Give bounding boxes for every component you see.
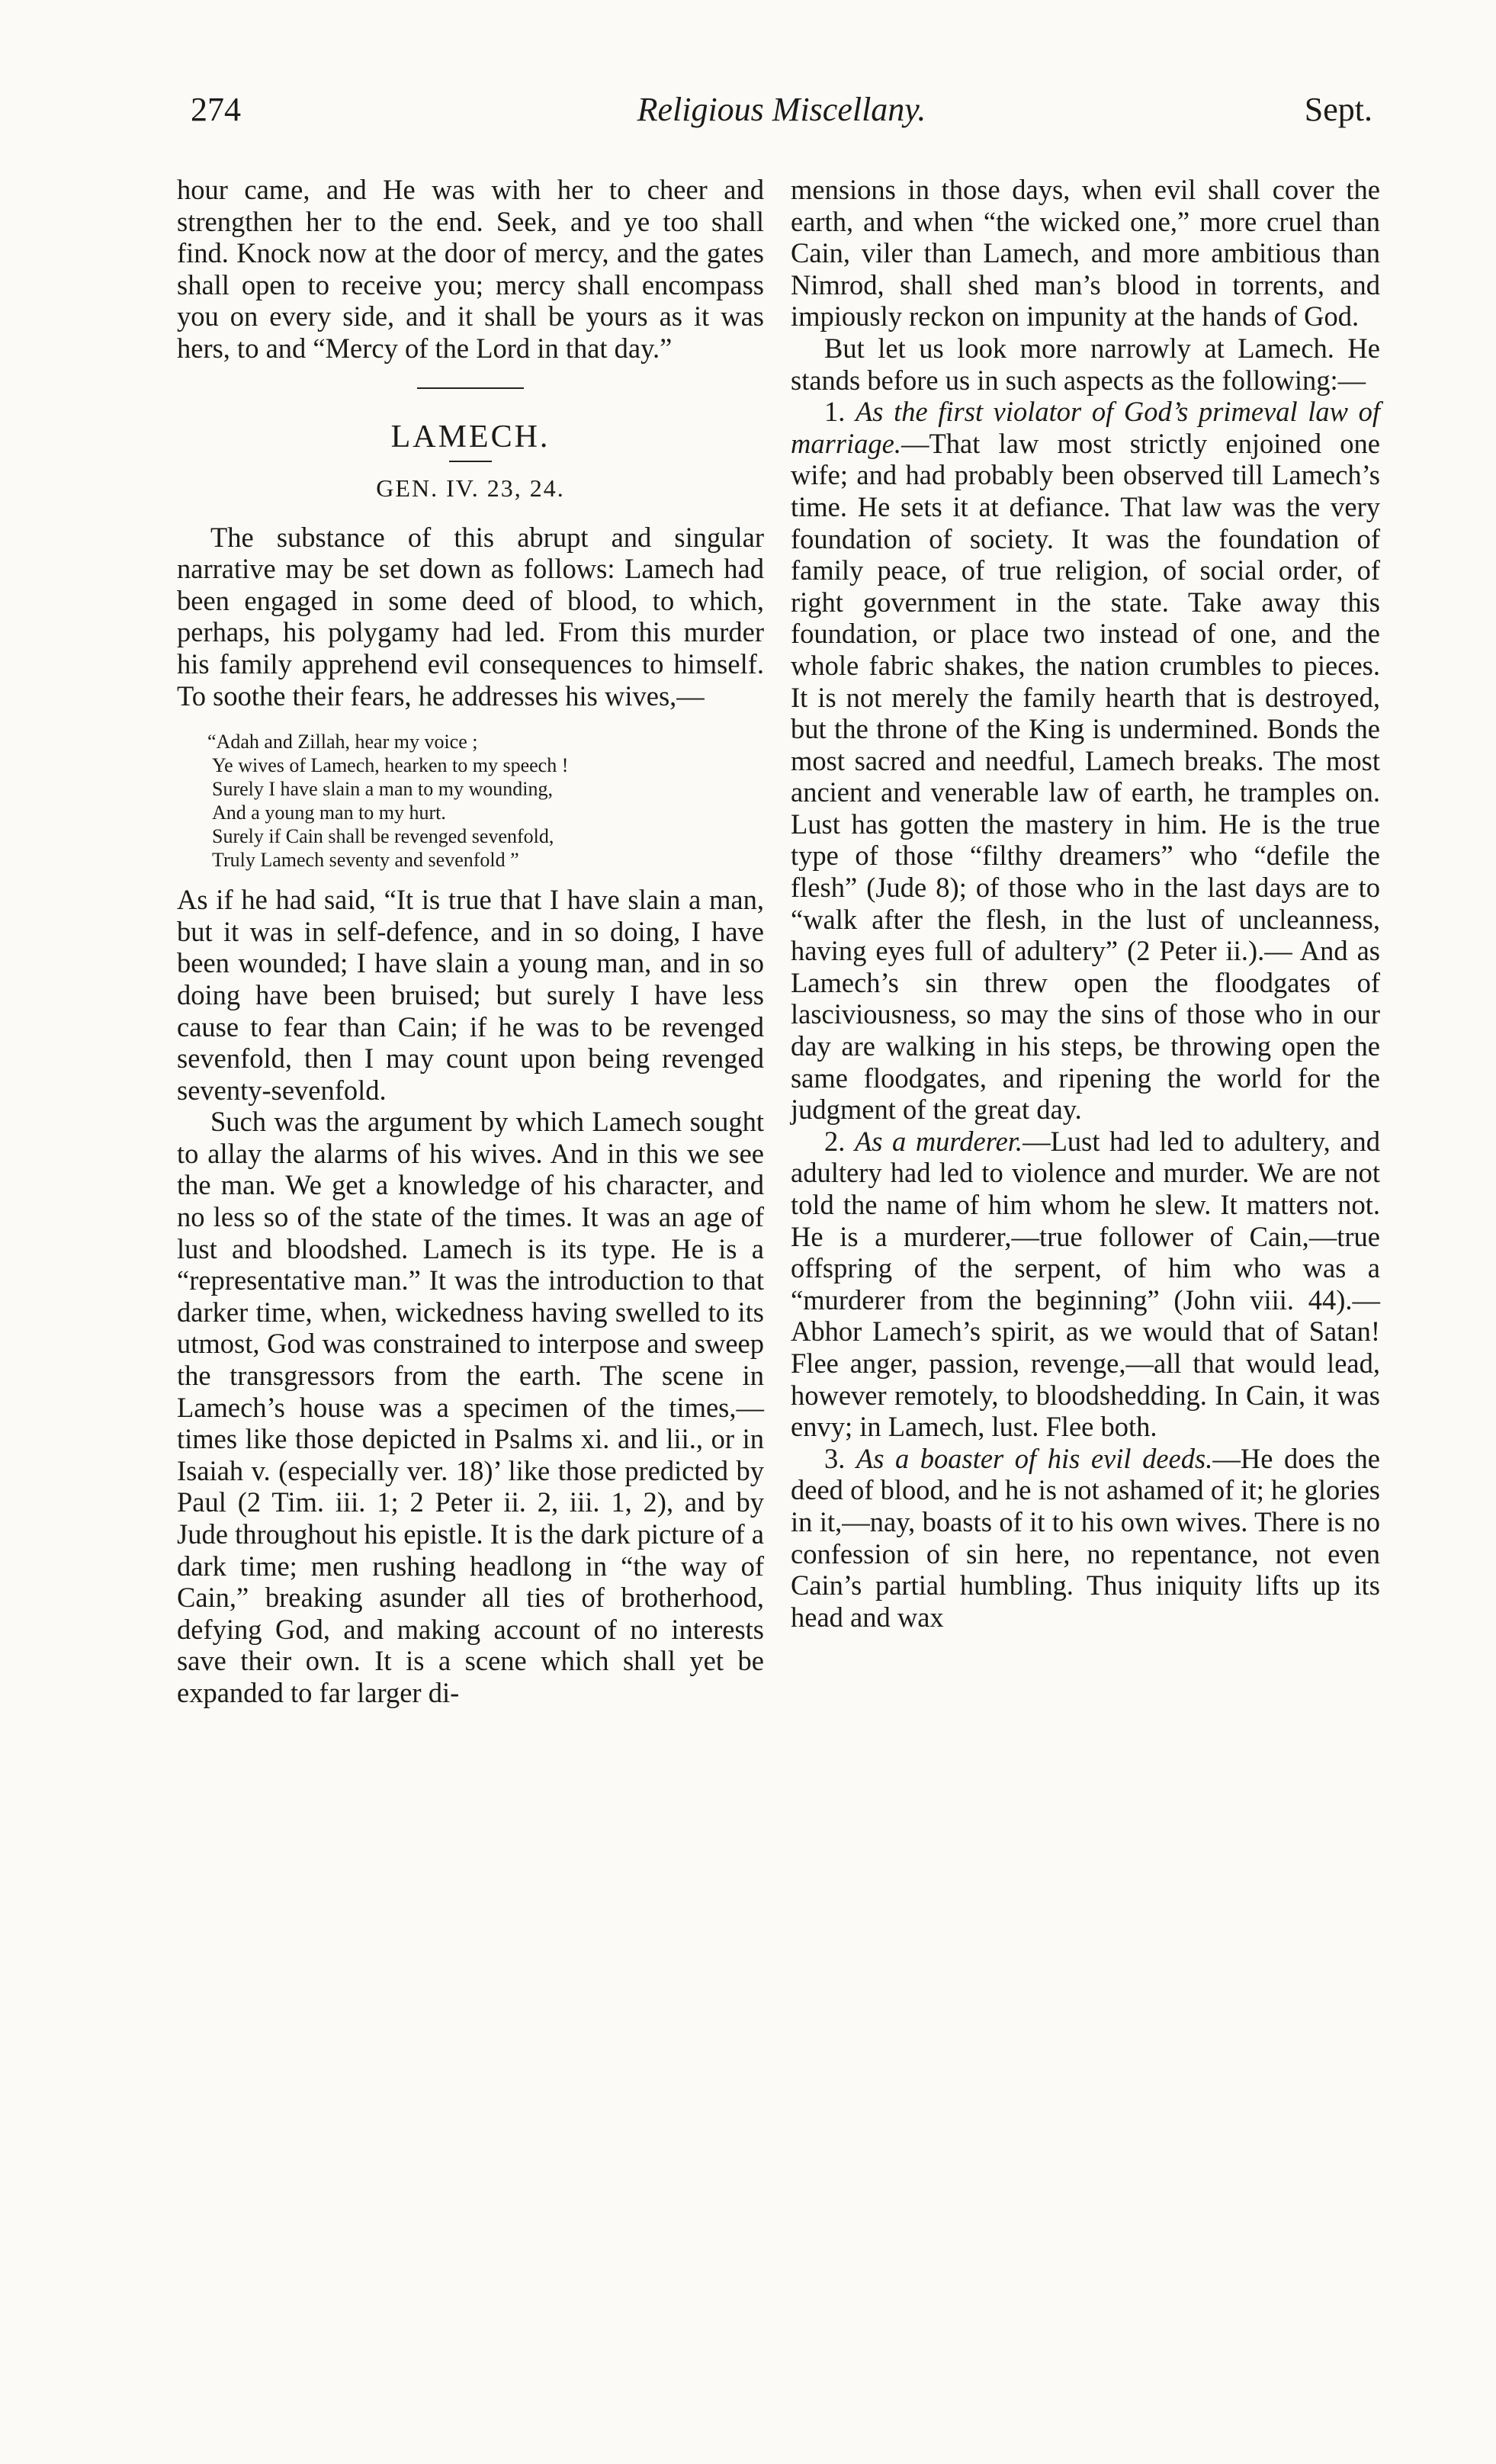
running-month: Sept. xyxy=(1304,91,1372,128)
running-header xyxy=(191,90,1372,143)
verse-line: Surely if Cain shall be revenged sevenfold, xyxy=(212,825,554,848)
article-heading: LAMECH. xyxy=(390,419,551,455)
section-divider xyxy=(417,387,524,389)
paragraph: mensions in those days, when evil shall cover the earth, and when “the wicked one,” more cruel than Cain, viler than Lamech, and more ambitious than Nimrod, shall shed man’s blood in torrents, and impiously reckon on impunity at the hands of God. xyxy=(791,174,1380,332)
section-number: 3. xyxy=(824,1442,846,1474)
paragraph: Such was the argument by which Lamech sought to allay the alarms of his wives. And in this we see the man. We get a knowledge of his character, and no less so of the state of the times. It was an age of lust and bloodshed. Lamech is its type. He is a “representative man.” It was the introduction to that darker time, when, wickedness having swelled to its utmost, God was constrained to interpose and sweep the transgressors from the earth. The scene in Lamech’s house was a specimen of the times,—times like those depicted in Psalms xi. and lii., or in Isaiah v. (especially ver. 18)’ like those predicted by Paul (2 Tim. iii. 1; 2 Peter ii. 2, iii. 1, 2), and by Jude throughout his epistle. It is the dark picture of a dark time; men rushing headlong in “the way of Cain,” breaking asunder all ties of brotherhood, defying God, and making account of no interests save their own. It is a scene which shall yet be expanded to far larger di- xyxy=(177,1106,764,1708)
section-body: —He does the deed of blood, and he is not ashamed of it; he glories in it,—nay, boasts of it to his own wives. There is no confession of sin here, no repentance, not even Cain’s partial humbling. Thus iniquity lifts up its head and wax xyxy=(791,1442,1380,1633)
verse-line: Truly Lamech seventy and sevenfold ” xyxy=(212,849,519,872)
section-number: 1. xyxy=(824,396,846,428)
section-title: As the first violator of God’s primeval law of marriage. xyxy=(791,396,1380,459)
heading-divider xyxy=(449,461,492,462)
numbered-section xyxy=(791,1126,1380,1443)
verse-line: Surely I have slain a man to my wounding, xyxy=(212,778,553,801)
running-title: Religious Miscellany. xyxy=(637,91,926,128)
numbered-section xyxy=(791,1443,1380,1634)
section-number: 2. xyxy=(824,1125,846,1157)
section-title: As a boaster of his evil deeds. xyxy=(856,1442,1213,1474)
paragraph: As if he had said, “It is true that I have slain a man, but it was in self-defence, and in so doing, I have been wounded; I have slain a young man, and in so doing have been bruised; but surely I have less cause to fear than Cain; if he was to be revenged sevenfold, then I may count upon being revenged seventy-sevenfold. xyxy=(177,884,764,1106)
scripture-reference: GEN. IV. 23, 24. xyxy=(376,474,565,502)
numbered-section xyxy=(791,396,1380,1126)
intro-paragraph: hour came, and He was with her to cheer and strengthen her to the end. Seek, and ye too shall find. Knock now at the door of mercy, and the gates shall open to receive you; mercy shall encompass you on every side, and it shall be yours as it was hers, to and “Mercy of the Lord in that day.” xyxy=(177,174,764,364)
right-column xyxy=(791,174,1380,1633)
section-title: As a murderer. xyxy=(854,1125,1023,1157)
left-column xyxy=(177,174,764,1709)
paragraph: The substance of this abrupt and singular narrative may be set down as follows: Lamech had been engaged in some deed of blood, to which, perhaps, his polygamy had led. From this murder his family apprehend evil consequences to himself. To soothe their fears, he addresses his wives,— xyxy=(177,521,764,712)
section-body: —Lust had led to adultery, and adultery had led to violence and murder. We are not told the name of him whom he slew. It matters not. He is a murderer,—true follower of Cain,—true offspring of the serpent, of him who was a “murderer from the beginning” (John viii. 44).— Abhor Lamech’s spirit, as we would that of Satan! Flee anger, passion, revenge,—all that would lead, however remotely, to bloodshedding. In Cain, it was envy; in Lamech, lust. Flee both. xyxy=(791,1125,1380,1443)
paragraph: But let us look more narrowly at Lamech. He stands before us in such aspects as the following:— xyxy=(791,332,1380,396)
quoted-verse xyxy=(177,730,764,872)
section-body: —That law most strictly enjoined one wife; and had probably been observed till Lamech’s time. He sets it at defiance. That law was the very foundation of society. It was the foundation of family peace, of true religion, of social order, of right government in the state. Take away this foundation, or place two instead of one, and the whole fabric shakes, the nation crumbles to pieces. It is not merely the family hearth that is destroyed, but the throne of the King is undermined. Bonds the most sacred and needful, Lamech breaks. The most ancient and venerable law of earth, he tramples on. Lust has gotten the mastery in him. He is the true type of those “filthy dreamers” who “defile the flesh” (Jude 8); of those who in the last days are to “walk after the flesh, in the lust of uncleanness, having eyes full of adultery” (2 Peter ii.).— And as Lamech’s sin threw open the floodgates of lasciviousness, so may the sins of those who in our day are walking in his steps, be throwing open the same floodgates, and ripening the world for the judgment of the great day. xyxy=(791,427,1380,1126)
verse-line: Ye wives of Lamech, hearken to my speech ! xyxy=(212,754,569,777)
page-number: 274 xyxy=(191,91,241,128)
verse-line: And a young man to my hurt. xyxy=(212,802,446,824)
verse-line: “Adah and Zillah, hear my voice ; xyxy=(207,731,478,753)
